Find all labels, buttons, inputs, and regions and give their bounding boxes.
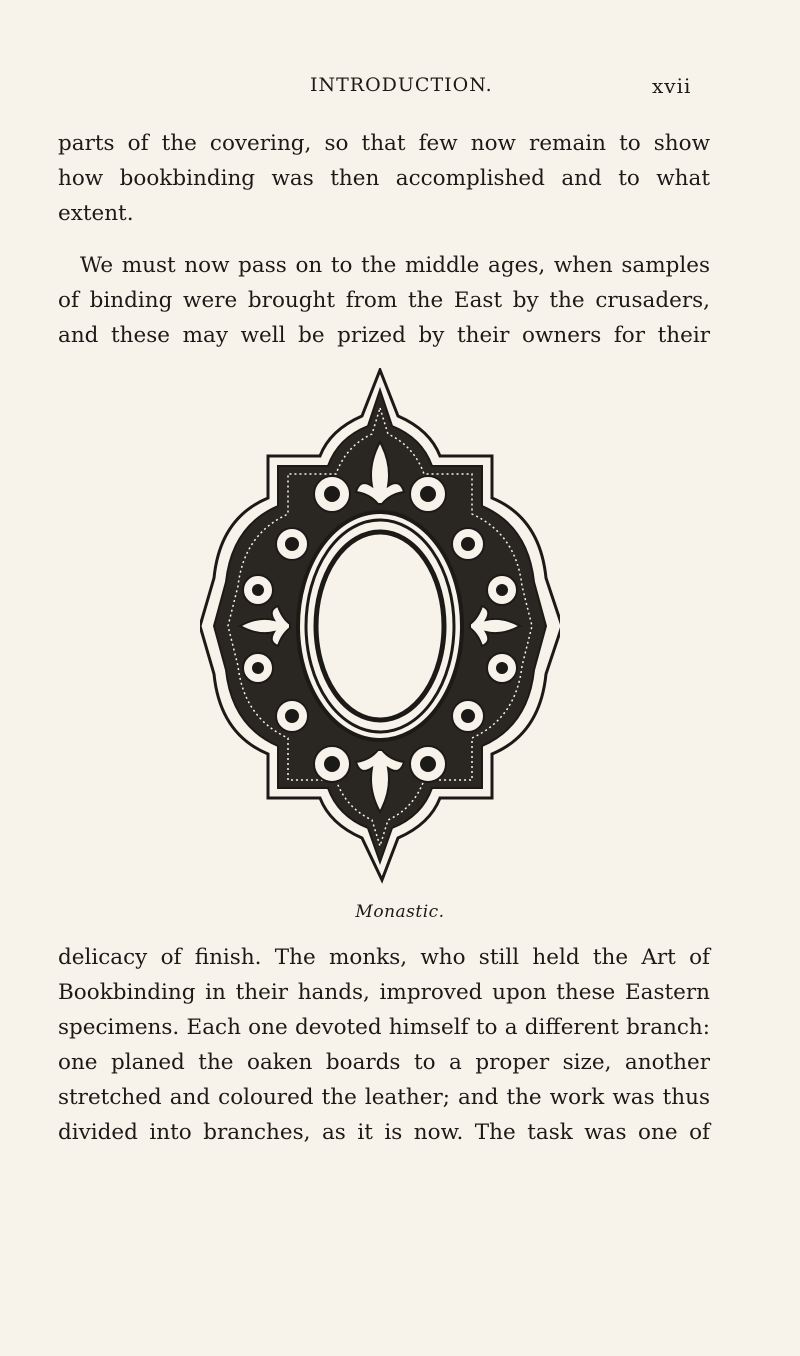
- running-head: [0, 74, 800, 104]
- paragraph-middle-ages: [58, 248, 710, 353]
- text-line: extent.: [58, 201, 134, 226]
- running-title: INTRODUCTION.: [310, 74, 493, 96]
- text-line: delicacy of finish. The monks, who still held the Art of: [58, 945, 710, 970]
- text-line: one planed the oaken boards to a proper size, another: [58, 1050, 710, 1075]
- text-line: and these may well be prized by their owners for their: [58, 323, 710, 348]
- monastic-ornament-illustration: [200, 368, 560, 888]
- paragraph-continuation: [58, 126, 710, 231]
- text-line: parts of the covering, so that few now remain to show: [58, 131, 710, 156]
- text-line: of binding were brought from the East by the crusaders,: [58, 288, 710, 313]
- text-line: stretched and coloured the leather; and the work was thus: [58, 1085, 710, 1110]
- page-number: xvii: [652, 74, 692, 98]
- text-line: specimens. Each one devoted himself to a different branch:: [58, 1015, 710, 1040]
- ornament-oval-inner: [316, 532, 444, 720]
- text-line: divided into branches, as it is now. The task was one of: [58, 1120, 710, 1145]
- text-line: We must now pass on to the middle ages, when samples: [80, 253, 710, 278]
- figure-caption: Monastic.: [355, 902, 445, 922]
- paragraph-monks: [58, 940, 710, 1150]
- text-line: Bookbinding in their hands, improved upon these Eastern: [58, 980, 710, 1005]
- text-line: how bookbinding was then accomplished and to what: [58, 166, 710, 191]
